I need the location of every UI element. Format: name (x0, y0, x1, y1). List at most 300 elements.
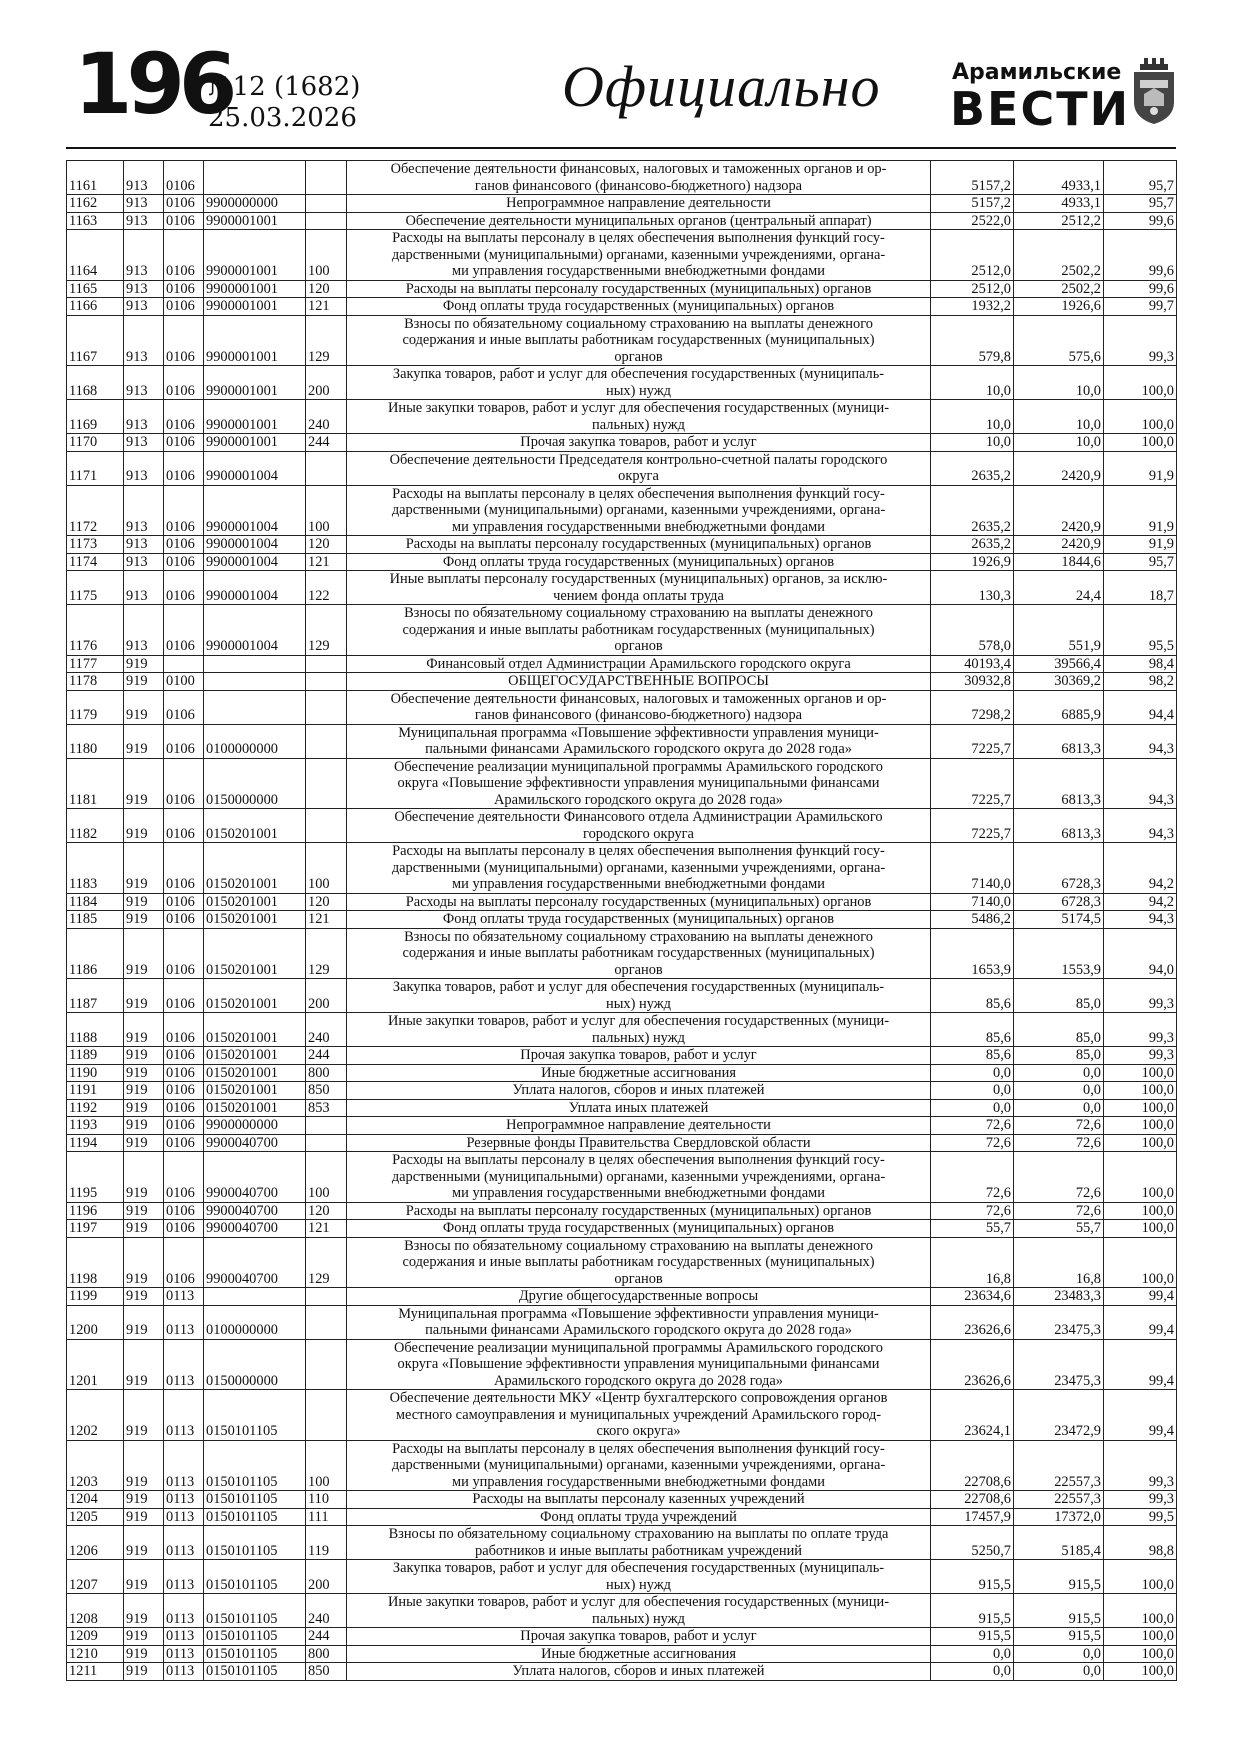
plan-amount-cell: 0,0 (931, 1064, 1014, 1082)
table-row (67, 1594, 1177, 1628)
expense-name-cell: Муниципальная программа «Повышение эффективности управления муници- пальными финансами Арамильского городского округа до 2028 года» (347, 724, 931, 758)
plan-amount-cell: 1926,9 (931, 553, 1014, 571)
execution-percent-cell: 99,3 (1104, 1491, 1177, 1509)
row-number-cell: 1170 (67, 434, 124, 452)
actual-amount-cell: 72,6 (1014, 1202, 1104, 1220)
row-number-cell: 1184 (67, 893, 124, 911)
section-code-cell: 0113 (164, 1628, 204, 1646)
expense-type-code-cell: 129 (306, 928, 347, 979)
execution-percent-cell: 99,6 (1104, 280, 1177, 298)
admin-code-cell: 913 (124, 434, 164, 452)
target-article-code-cell: 0150101105 (204, 1560, 306, 1594)
actual-amount-cell: 6728,3 (1014, 893, 1104, 911)
row-number-cell: 1162 (67, 195, 124, 213)
target-article-code-cell (204, 655, 306, 673)
target-article-code-cell: 0150101105 (204, 1645, 306, 1663)
expense-type-code-cell: 240 (306, 1594, 347, 1628)
admin-code-cell: 919 (124, 1237, 164, 1288)
execution-percent-cell: 100,0 (1104, 1099, 1177, 1117)
actual-amount-cell: 85,0 (1014, 1047, 1104, 1065)
execution-percent-cell: 99,3 (1104, 315, 1177, 366)
plan-amount-cell: 5486,2 (931, 911, 1014, 929)
execution-percent-cell: 100,0 (1104, 1560, 1177, 1594)
target-article-code-cell: 0150201001 (204, 843, 306, 894)
expense-name-cell: Иные бюджетные ассигнования (347, 1064, 931, 1082)
actual-amount-cell: 72,6 (1014, 1134, 1104, 1152)
section-code-cell: 0113 (164, 1339, 204, 1390)
row-number-cell: 1177 (67, 655, 124, 673)
table-row (67, 212, 1177, 230)
row-number-cell: 1205 (67, 1508, 124, 1526)
execution-percent-cell: 98,8 (1104, 1526, 1177, 1560)
expense-type-code-cell: 200 (306, 1560, 347, 1594)
execution-percent-cell: 100,0 (1104, 434, 1177, 452)
table-row (67, 1628, 1177, 1646)
table-row (67, 1152, 1177, 1203)
plan-amount-cell: 55,7 (931, 1220, 1014, 1238)
table-row (67, 298, 1177, 316)
expense-name-cell: Непрограммное направление деятельности (347, 195, 931, 213)
table-row (67, 315, 1177, 366)
row-number-cell: 1166 (67, 298, 124, 316)
table-row (67, 553, 1177, 571)
actual-amount-cell: 10,0 (1014, 434, 1104, 452)
plan-amount-cell: 16,8 (931, 1237, 1014, 1288)
section-code-cell: 0106 (164, 1013, 204, 1047)
plan-amount-cell: 5157,2 (931, 161, 1014, 195)
table-row (67, 655, 1177, 673)
plan-amount-cell: 915,5 (931, 1594, 1014, 1628)
execution-percent-cell: 95,5 (1104, 605, 1177, 656)
target-article-code-cell: 9900040700 (204, 1237, 306, 1288)
target-article-code-cell: 0150201001 (204, 1064, 306, 1082)
table-row (67, 1082, 1177, 1100)
plan-amount-cell: 7225,7 (931, 724, 1014, 758)
admin-code-cell: 913 (124, 553, 164, 571)
expense-name-cell: Обеспечение деятельности финансовых, налоговых и таможенных органов и ор- ганов финансового (финансово-бюджетного) надзора (347, 161, 931, 195)
target-article-code-cell: 0150101105 (204, 1594, 306, 1628)
brand-name-main: ВЕСТИ (950, 82, 1131, 136)
plan-amount-cell: 40193,4 (931, 655, 1014, 673)
table-row (67, 758, 1177, 809)
expense-name-cell: Муниципальная программа «Повышение эффективности управления муници- пальными финансами Арамильского городского округа до 2028 года» (347, 1305, 931, 1339)
execution-percent-cell: 99,7 (1104, 298, 1177, 316)
actual-amount-cell: 575,6 (1014, 315, 1104, 366)
plan-amount-cell: 0,0 (931, 1663, 1014, 1681)
expense-type-code-cell: 120 (306, 536, 347, 554)
table-row (67, 1440, 1177, 1491)
table-row (67, 434, 1177, 452)
target-article-code-cell: 0150101105 (204, 1508, 306, 1526)
expense-name-cell: Расходы на выплаты персоналу государственных (муниципальных) органов (347, 893, 931, 911)
actual-amount-cell: 6813,3 (1014, 724, 1104, 758)
target-article-code-cell: 0100000000 (204, 1305, 306, 1339)
admin-code-cell: 919 (124, 1013, 164, 1047)
expense-type-code-cell (306, 195, 347, 213)
admin-code-cell: 913 (124, 161, 164, 195)
expense-type-code-cell: 240 (306, 400, 347, 434)
admin-code-cell: 913 (124, 195, 164, 213)
expense-type-code-cell (306, 758, 347, 809)
table-row (67, 690, 1177, 724)
target-article-code-cell: 0150101105 (204, 1663, 306, 1681)
row-number-cell: 1164 (67, 230, 124, 281)
plan-amount-cell: 579,8 (931, 315, 1014, 366)
expense-name-cell: Обеспечение деятельности муниципальных органов (центральный аппарат) (347, 212, 931, 230)
expense-name-cell: Финансовый отдел Администрации Арамильского городского округа (347, 655, 931, 673)
expense-type-code-cell (306, 451, 347, 485)
target-article-code-cell: 0150101105 (204, 1491, 306, 1509)
table-row (67, 1390, 1177, 1441)
admin-code-cell: 919 (124, 655, 164, 673)
plan-amount-cell: 23626,6 (931, 1305, 1014, 1339)
actual-amount-cell: 1553,9 (1014, 928, 1104, 979)
expense-name-cell: Обеспечение деятельности финансовых, налоговых и таможенных органов и ор- ганов финансового (финансово-бюджетного) надзора (347, 690, 931, 724)
row-number-cell: 1202 (67, 1390, 124, 1441)
budget-table-body (67, 161, 1177, 1681)
expense-type-code-cell (306, 655, 347, 673)
admin-code-cell: 919 (124, 1082, 164, 1100)
section-title: Официально (562, 54, 881, 119)
section-code-cell: 0106 (164, 893, 204, 911)
section-code-cell: 0106 (164, 1220, 204, 1238)
expense-type-code-cell: 100 (306, 843, 347, 894)
plan-amount-cell: 915,5 (931, 1628, 1014, 1646)
row-number-cell: 1185 (67, 911, 124, 929)
admin-code-cell: 919 (124, 1064, 164, 1082)
row-number-cell: 1192 (67, 1099, 124, 1117)
row-number-cell: 1190 (67, 1064, 124, 1082)
plan-amount-cell: 72,6 (931, 1202, 1014, 1220)
admin-code-cell: 919 (124, 1594, 164, 1628)
expense-type-code-cell: 244 (306, 1047, 347, 1065)
admin-code-cell: 919 (124, 1628, 164, 1646)
actual-amount-cell: 39566,4 (1014, 655, 1104, 673)
execution-percent-cell: 95,7 (1104, 161, 1177, 195)
plan-amount-cell: 2635,2 (931, 451, 1014, 485)
table-row (67, 230, 1177, 281)
expense-name-cell: Другие общегосударственные вопросы (347, 1288, 931, 1306)
row-number-cell: 1197 (67, 1220, 124, 1238)
admin-code-cell: 919 (124, 1117, 164, 1135)
target-article-code-cell: 0150201001 (204, 1099, 306, 1117)
execution-percent-cell: 100,0 (1104, 1628, 1177, 1646)
target-article-code-cell: 0150000000 (204, 1339, 306, 1390)
plan-amount-cell: 130,3 (931, 571, 1014, 605)
issue-date: 25.03.2026 (208, 103, 357, 133)
table-row (67, 1013, 1177, 1047)
execution-percent-cell: 91,9 (1104, 485, 1177, 536)
row-number-cell: 1201 (67, 1339, 124, 1390)
admin-code-cell: 919 (124, 893, 164, 911)
execution-percent-cell: 94,3 (1104, 911, 1177, 929)
expense-name-cell: Расходы на выплаты персоналу государственных (муниципальных) органов (347, 280, 931, 298)
execution-percent-cell: 99,3 (1104, 979, 1177, 1013)
section-code-cell: 0113 (164, 1560, 204, 1594)
target-article-code-cell: 9900001001 (204, 400, 306, 434)
execution-percent-cell: 100,0 (1104, 366, 1177, 400)
admin-code-cell: 913 (124, 298, 164, 316)
actual-amount-cell: 0,0 (1014, 1645, 1104, 1663)
plan-amount-cell: 85,6 (931, 1013, 1014, 1047)
plan-amount-cell: 2512,0 (931, 280, 1014, 298)
plan-amount-cell: 23634,6 (931, 1288, 1014, 1306)
expense-type-code-cell: 244 (306, 1628, 347, 1646)
table-row (67, 366, 1177, 400)
target-article-code-cell (204, 1288, 306, 1306)
admin-code-cell: 919 (124, 1560, 164, 1594)
actual-amount-cell: 915,5 (1014, 1594, 1104, 1628)
target-article-code-cell: 0150101105 (204, 1628, 306, 1646)
execution-percent-cell: 100,0 (1104, 1645, 1177, 1663)
actual-amount-cell: 6813,3 (1014, 758, 1104, 809)
section-code-cell: 0106 (164, 366, 204, 400)
expense-name-cell: Иные закупки товаров, работ и услуг для обеспечения государственных (муници- пальных) нужд (347, 1013, 931, 1047)
expense-type-code-cell: 120 (306, 1202, 347, 1220)
target-article-code-cell: 0100000000 (204, 724, 306, 758)
row-number-cell: 1168 (67, 366, 124, 400)
admin-code-cell: 919 (124, 1526, 164, 1560)
expense-type-code-cell: 200 (306, 366, 347, 400)
section-code-cell: 0106 (164, 1064, 204, 1082)
table-row (67, 1220, 1177, 1238)
expense-type-code-cell: 853 (306, 1099, 347, 1117)
section-code-cell: 0106 (164, 212, 204, 230)
admin-code-cell: 919 (124, 1663, 164, 1681)
plan-amount-cell: 7140,0 (931, 893, 1014, 911)
row-number-cell: 1206 (67, 1526, 124, 1560)
actual-amount-cell: 2420,9 (1014, 451, 1104, 485)
actual-amount-cell: 23472,9 (1014, 1390, 1104, 1441)
expense-type-code-cell: 122 (306, 571, 347, 605)
execution-percent-cell: 100,0 (1104, 1202, 1177, 1220)
actual-amount-cell: 72,6 (1014, 1117, 1104, 1135)
table-row (67, 928, 1177, 979)
expense-name-cell: Закупка товаров, работ и услуг для обеспечения государственных (муниципаль- ных) нужд (347, 366, 931, 400)
execution-percent-cell: 100,0 (1104, 1663, 1177, 1681)
row-number-cell: 1196 (67, 1202, 124, 1220)
expense-type-code-cell: 100 (306, 485, 347, 536)
expense-type-code-cell (306, 1339, 347, 1390)
section-code-cell: 0106 (164, 298, 204, 316)
plan-amount-cell: 578,0 (931, 605, 1014, 656)
table-row (67, 605, 1177, 656)
target-article-code-cell: 9900040700 (204, 1134, 306, 1152)
target-article-code-cell: 9900001004 (204, 485, 306, 536)
expense-type-code-cell: 244 (306, 434, 347, 452)
section-code-cell: 0106 (164, 1202, 204, 1220)
execution-percent-cell: 100,0 (1104, 1117, 1177, 1135)
page-header (66, 35, 1176, 148)
section-code-cell: 0106 (164, 434, 204, 452)
expense-name-cell: Расходы на выплаты персоналу казенных учреждений (347, 1491, 931, 1509)
plan-amount-cell: 0,0 (931, 1645, 1014, 1663)
admin-code-cell: 919 (124, 1152, 164, 1203)
expense-type-code-cell: 850 (306, 1663, 347, 1681)
actual-amount-cell: 23483,3 (1014, 1288, 1104, 1306)
expense-type-code-cell: 121 (306, 298, 347, 316)
section-code-cell: 0106 (164, 1134, 204, 1152)
section-code-cell: 0106 (164, 843, 204, 894)
expense-name-cell: Закупка товаров, работ и услуг для обеспечения государственных (муниципаль- ных) нужд (347, 979, 931, 1013)
target-article-code-cell: 0150201001 (204, 1047, 306, 1065)
section-code-cell: 0106 (164, 451, 204, 485)
issue-info (208, 72, 360, 134)
actual-amount-cell: 915,5 (1014, 1628, 1104, 1646)
actual-amount-cell: 30369,2 (1014, 673, 1104, 691)
actual-amount-cell: 551,9 (1014, 605, 1104, 656)
plan-amount-cell: 915,5 (931, 1560, 1014, 1594)
execution-percent-cell: 100,0 (1104, 400, 1177, 434)
admin-code-cell: 913 (124, 212, 164, 230)
row-number-cell: 1179 (67, 690, 124, 724)
execution-percent-cell: 98,4 (1104, 655, 1177, 673)
expense-name-cell: Расходы на выплаты персоналу в целях обеспечения выполнения функций госу- дарственными (муниципальными) органами, казенными учреждениями, органа- ми управления государственными внебюджетными фондами (347, 1440, 931, 1491)
admin-code-cell: 919 (124, 911, 164, 929)
plan-amount-cell: 22708,6 (931, 1491, 1014, 1509)
row-number-cell: 1191 (67, 1082, 124, 1100)
table-row (67, 280, 1177, 298)
admin-code-cell: 919 (124, 1339, 164, 1390)
target-article-code-cell: 9900001004 (204, 451, 306, 485)
section-code-cell: 0106 (164, 230, 204, 281)
execution-percent-cell: 100,0 (1104, 1082, 1177, 1100)
plan-amount-cell: 1932,2 (931, 298, 1014, 316)
execution-percent-cell: 94,3 (1104, 809, 1177, 843)
expense-type-code-cell (306, 1305, 347, 1339)
actual-amount-cell: 4933,1 (1014, 161, 1104, 195)
table-row (67, 1117, 1177, 1135)
section-code-cell: 0113 (164, 1594, 204, 1628)
row-number-cell: 1180 (67, 724, 124, 758)
plan-amount-cell: 23626,6 (931, 1339, 1014, 1390)
row-number-cell: 1210 (67, 1645, 124, 1663)
section-code-cell: 0106 (164, 1117, 204, 1135)
expense-name-cell: Расходы на выплаты персоналу государственных (муниципальных) органов (347, 1202, 931, 1220)
target-article-code-cell: 9900001001 (204, 280, 306, 298)
section-code-cell: 0106 (164, 161, 204, 195)
admin-code-cell: 919 (124, 690, 164, 724)
target-article-code-cell: 9900000000 (204, 1117, 306, 1135)
target-article-code-cell: 0150201001 (204, 893, 306, 911)
row-number-cell: 1173 (67, 536, 124, 554)
actual-amount-cell: 23475,3 (1014, 1305, 1104, 1339)
expense-name-cell: Иные закупки товаров, работ и услуг для обеспечения государственных (муници- пальных) нужд (347, 1594, 931, 1628)
expense-name-cell: Иные бюджетные ассигнования (347, 1645, 931, 1663)
execution-percent-cell: 100,0 (1104, 1237, 1177, 1288)
section-code-cell: 0106 (164, 928, 204, 979)
row-number-cell: 1181 (67, 758, 124, 809)
row-number-cell: 1188 (67, 1013, 124, 1047)
table-row (67, 1305, 1177, 1339)
expense-name-cell: Прочая закупка товаров, работ и услуг (347, 1047, 931, 1065)
table-row (67, 161, 1177, 195)
actual-amount-cell: 1926,6 (1014, 298, 1104, 316)
row-number-cell: 1174 (67, 553, 124, 571)
target-article-code-cell: 9900001004 (204, 605, 306, 656)
row-number-cell: 1208 (67, 1594, 124, 1628)
plan-amount-cell: 7140,0 (931, 843, 1014, 894)
actual-amount-cell: 2502,2 (1014, 230, 1104, 281)
expense-type-code-cell: 129 (306, 315, 347, 366)
admin-code-cell: 913 (124, 280, 164, 298)
actual-amount-cell: 6728,3 (1014, 843, 1104, 894)
execution-percent-cell: 99,3 (1104, 1013, 1177, 1047)
row-number-cell: 1194 (67, 1134, 124, 1152)
target-article-code-cell: 0150201001 (204, 1082, 306, 1100)
expense-type-code-cell: 100 (306, 1440, 347, 1491)
section-code-cell: 0106 (164, 758, 204, 809)
actual-amount-cell: 5174,5 (1014, 911, 1104, 929)
expense-name-cell: Взносы по обязательному социальному страхованию на выплаты денежного содержания и иные выплаты работникам государственных (муниципальных) органов (347, 928, 931, 979)
target-article-code-cell: 9900000000 (204, 195, 306, 213)
admin-code-cell: 919 (124, 979, 164, 1013)
expense-name-cell: Прочая закупка товаров, работ и услуг (347, 1628, 931, 1646)
actual-amount-cell: 2420,9 (1014, 536, 1104, 554)
admin-code-cell: 913 (124, 536, 164, 554)
actual-amount-cell: 23475,3 (1014, 1339, 1104, 1390)
section-code-cell: 0100 (164, 673, 204, 691)
plan-amount-cell: 2522,0 (931, 212, 1014, 230)
execution-percent-cell: 99,6 (1104, 212, 1177, 230)
expense-type-code-cell (306, 212, 347, 230)
admin-code-cell: 913 (124, 571, 164, 605)
expense-name-cell: Обеспечение деятельности МКУ «Центр бухгалтерского сопровождения органов местного самоуправления и муниципальных учреждений Арамильского город- ского округа» (347, 1390, 931, 1441)
actual-amount-cell: 6813,3 (1014, 809, 1104, 843)
expense-name-cell: Обеспечение реализации муниципальной программы Арамильского городского округа «Повышение эффективности управления муниципальными финансами Арамильского городского округа до 2028 года» (347, 758, 931, 809)
plan-amount-cell: 10,0 (931, 434, 1014, 452)
actual-amount-cell: 0,0 (1014, 1082, 1104, 1100)
table-row (67, 400, 1177, 434)
actual-amount-cell: 17372,0 (1014, 1508, 1104, 1526)
section-code-cell: 0106 (164, 400, 204, 434)
admin-code-cell: 919 (124, 1645, 164, 1663)
row-number-cell: 1199 (67, 1288, 124, 1306)
execution-percent-cell: 94,2 (1104, 843, 1177, 894)
plan-amount-cell: 0,0 (931, 1099, 1014, 1117)
target-article-code-cell: 9900001001 (204, 434, 306, 452)
section-code-cell: 0106 (164, 315, 204, 366)
admin-code-cell: 919 (124, 1220, 164, 1238)
admin-code-cell: 919 (124, 724, 164, 758)
actual-amount-cell: 915,5 (1014, 1560, 1104, 1594)
table-row (67, 893, 1177, 911)
plan-amount-cell: 10,0 (931, 366, 1014, 400)
actual-amount-cell: 4933,1 (1014, 195, 1104, 213)
target-article-code-cell: 9900001004 (204, 571, 306, 605)
row-number-cell: 1176 (67, 605, 124, 656)
expense-name-cell: Уплата налогов, сборов и иных платежей (347, 1663, 931, 1681)
execution-percent-cell: 99,6 (1104, 230, 1177, 281)
section-code-cell: 0106 (164, 1152, 204, 1203)
expense-name-cell: Иные закупки товаров, работ и услуг для обеспечения государственных (муници- пальных) нужд (347, 400, 931, 434)
table-row (67, 1645, 1177, 1663)
admin-code-cell: 919 (124, 1390, 164, 1441)
actual-amount-cell: 6885,9 (1014, 690, 1104, 724)
row-number-cell: 1195 (67, 1152, 124, 1203)
table-row (67, 979, 1177, 1013)
section-code-cell: 0106 (164, 605, 204, 656)
row-number-cell: 1211 (67, 1663, 124, 1681)
section-code-cell: 0106 (164, 1082, 204, 1100)
row-number-cell: 1171 (67, 451, 124, 485)
expense-type-code-cell: 120 (306, 280, 347, 298)
section-code-cell: 0106 (164, 724, 204, 758)
execution-percent-cell: 99,4 (1104, 1288, 1177, 1306)
section-code-cell: 0113 (164, 1508, 204, 1526)
admin-code-cell: 913 (124, 605, 164, 656)
plan-amount-cell: 72,6 (931, 1152, 1014, 1203)
